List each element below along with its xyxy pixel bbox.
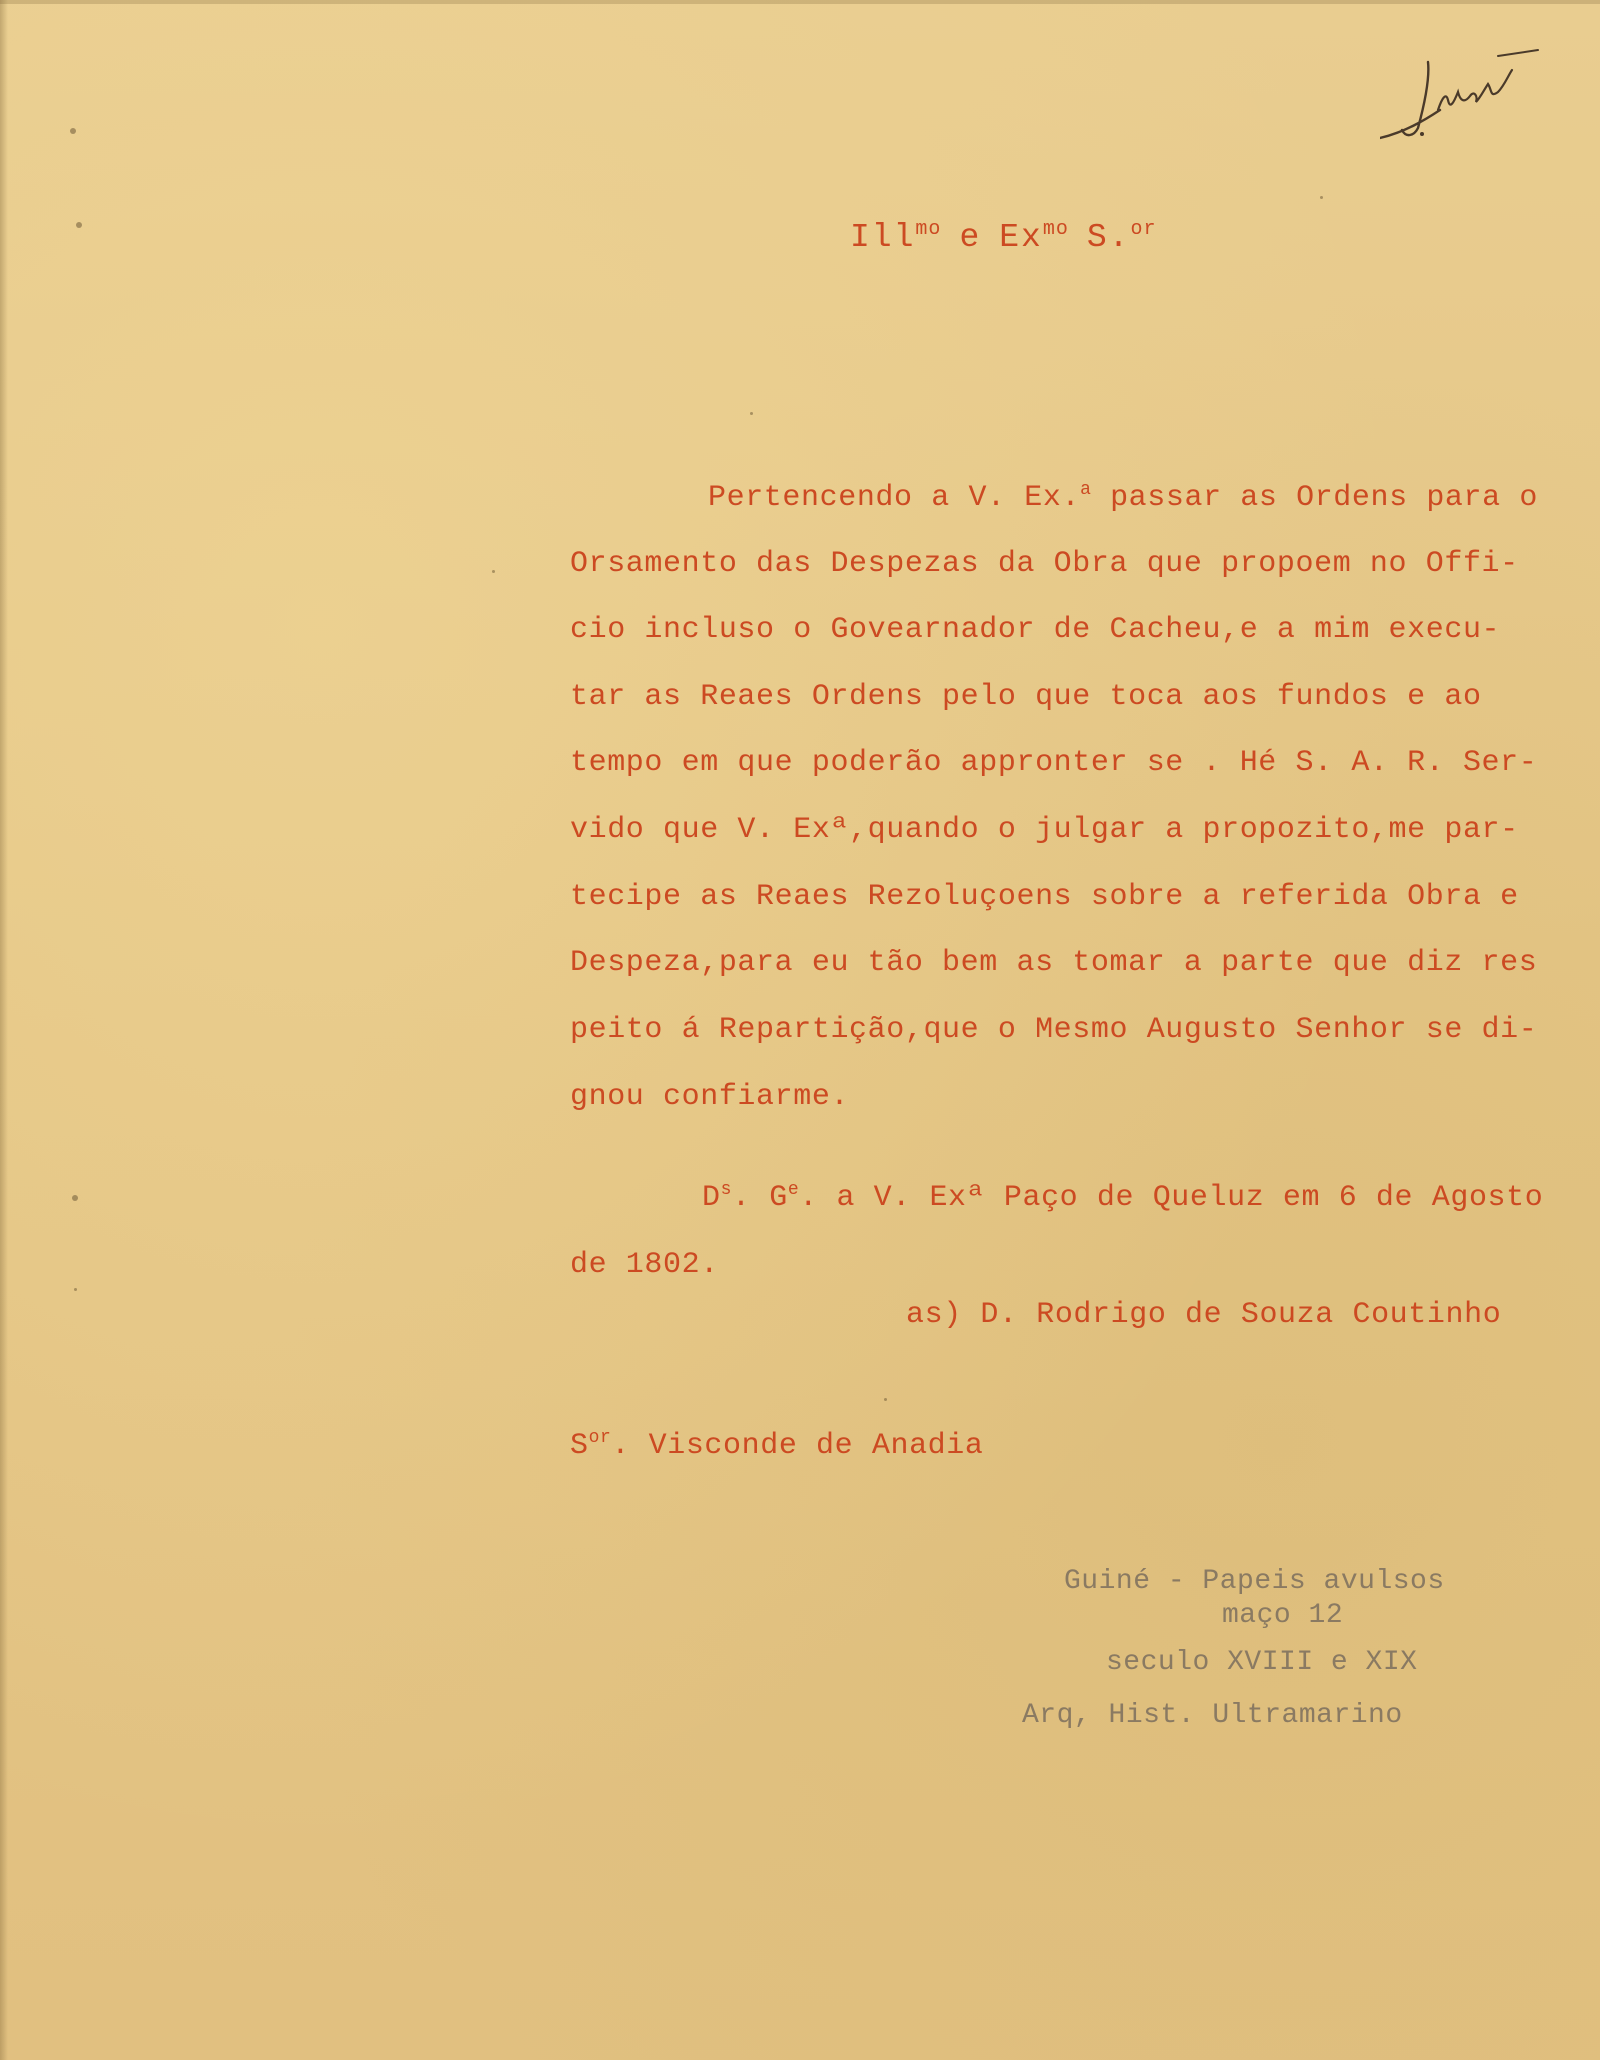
body-line-8: Despeza,para eu tão bem as tomar a parte que diz res: [570, 946, 1538, 980]
closing-ds-sup: s: [720, 1180, 733, 1200]
salutation-ex-sup: mo: [1042, 218, 1069, 241]
paper-left-edge: [0, 0, 8, 2060]
paper-speck: [492, 570, 495, 573]
body-line-6: vido que V. Exª,quando o julgar a propozito,me par-: [570, 813, 1519, 847]
addressee-s-sup: or: [588, 1428, 612, 1448]
salutation-ill: Ill: [850, 219, 916, 256]
closing-ds: D: [702, 1181, 721, 1215]
addressee-line: [570, 1428, 983, 1463]
salutation-e: e: [959, 219, 982, 256]
handwritten-signature: [1380, 40, 1560, 150]
body-line-1-b: passar as Ordens para o: [1091, 481, 1538, 515]
signer-line: as) D. Rodrigo de Souza Coutinho: [906, 1298, 1502, 1332]
punch-hole: [72, 1195, 78, 1201]
body-line-4: tar as Reaes Ordens pelo que toca aos fundos e ao: [570, 680, 1482, 714]
salutation-s-sup: or: [1130, 218, 1157, 241]
closing-date-line: de 1802.: [570, 1248, 719, 1282]
closing-gs: . G: [732, 1181, 788, 1215]
body-line-1-a: Pertencendo a V. Ex.: [708, 481, 1081, 515]
punch-hole: [70, 128, 76, 134]
punch-hole: [76, 222, 82, 228]
paper-top-edge: [0, 0, 1600, 4]
body-line-1: [708, 480, 1538, 515]
body-line-10: gnou confiarme.: [570, 1080, 850, 1114]
closing-rest: . a V. Exª Paço de Queluz em 6 de Agosto: [799, 1181, 1544, 1215]
salutation-ex: Ex: [999, 219, 1043, 256]
closing-gs-sup: e: [787, 1180, 800, 1200]
paper-speck: [750, 412, 753, 415]
paper-speck: [74, 1288, 77, 1291]
body-line-9: peito á Repartição,que o Mesmo Augusto Senhor se di-: [570, 1013, 1538, 1047]
salutation: [850, 218, 1157, 256]
paper-speck: [884, 1398, 887, 1401]
body-line-5: tempo em que poderão appronter se . Hé S. A. R. Ser-: [570, 746, 1538, 780]
closing-line: [702, 1180, 1543, 1215]
addressee-s: S: [570, 1429, 589, 1463]
body-line-3: cio incluso o Govearnador de Cacheu,e a mim execu-: [570, 613, 1501, 647]
archive-line-2: maço 12: [1222, 1600, 1344, 1631]
body-line-2: Orsamento das Despezas da Obra que propoem no Offi-: [570, 547, 1519, 581]
body-line-7: tecipe as Reaes Rezoluçoens sobre a referida Obra e: [570, 880, 1519, 914]
paper-speck: [1320, 196, 1323, 199]
salutation-ill-sup: mo: [915, 218, 942, 241]
archive-line-3: seculo XVIII e XIX: [1106, 1647, 1418, 1678]
body-line-1-sup: a: [1080, 480, 1092, 500]
archive-line-4: Arq, Hist. Ultramarino: [1022, 1700, 1403, 1731]
salutation-s: S.: [1086, 219, 1131, 256]
archive-line-1: Guiné - Papeis avulsos: [1064, 1566, 1445, 1597]
addressee-rest: . Visconde de Anadia: [611, 1429, 984, 1463]
